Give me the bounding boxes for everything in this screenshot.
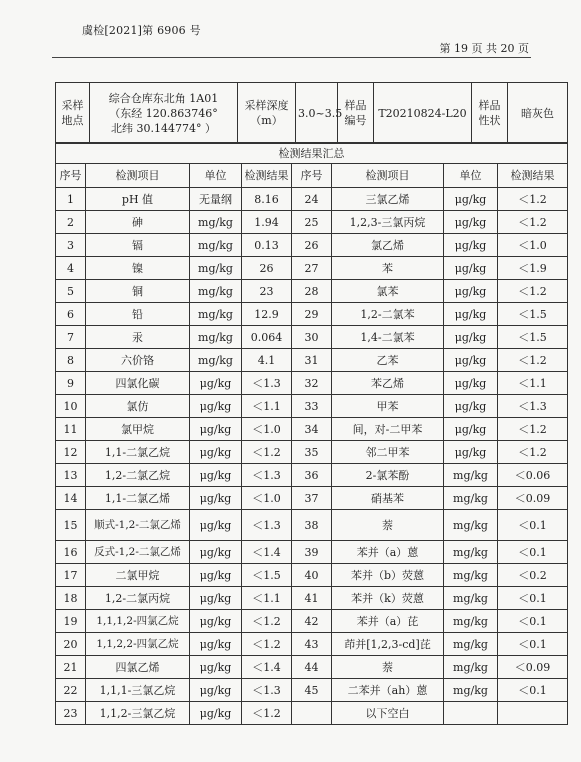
unit: mg/kg bbox=[444, 541, 498, 564]
item-name: 氯乙烯 bbox=[332, 234, 444, 257]
unit: μg/kg bbox=[190, 510, 242, 541]
result: ＜1.4 bbox=[242, 541, 292, 564]
row-index: 22 bbox=[56, 679, 86, 702]
unit: mg/kg bbox=[190, 234, 242, 257]
result: ＜1.5 bbox=[498, 326, 568, 349]
unit: mg/kg bbox=[190, 280, 242, 303]
item-name: 苯 bbox=[332, 257, 444, 280]
row-index: 14 bbox=[56, 487, 86, 510]
row-index: 33 bbox=[292, 395, 332, 418]
row-index: 10 bbox=[56, 395, 86, 418]
item-name: 二苯并（ah）蒽 bbox=[332, 679, 444, 702]
result: ＜1.2 bbox=[242, 702, 292, 725]
result: ＜1.3 bbox=[498, 395, 568, 418]
row-index: 3 bbox=[56, 234, 86, 257]
result: ＜0.09 bbox=[498, 487, 568, 510]
row-index: 28 bbox=[292, 280, 332, 303]
row-index: 18 bbox=[56, 587, 86, 610]
row-index: 9 bbox=[56, 372, 86, 395]
item-name: 镉 bbox=[86, 234, 190, 257]
sample-no-value: T20210824-L20 bbox=[374, 83, 472, 144]
row-index: 27 bbox=[292, 257, 332, 280]
table-row bbox=[56, 234, 568, 257]
location-latitude: 北纬 30.144774° ） bbox=[111, 121, 216, 135]
row-index: 13 bbox=[56, 464, 86, 487]
table-row bbox=[56, 510, 568, 541]
sample-info-row bbox=[56, 83, 568, 144]
item-name: 1,2-二氯苯 bbox=[332, 303, 444, 326]
item-name: 邻二甲苯 bbox=[332, 441, 444, 464]
unit: mg/kg bbox=[444, 487, 498, 510]
depth-value: 3.0~3.5 bbox=[296, 83, 338, 144]
item-name: 1,2-二氯乙烷 bbox=[86, 464, 190, 487]
results-table bbox=[55, 142, 568, 725]
unit: mg/kg bbox=[444, 587, 498, 610]
row-index: 36 bbox=[292, 464, 332, 487]
result: ＜1.3 bbox=[242, 679, 292, 702]
row-index: 20 bbox=[56, 633, 86, 656]
table-row bbox=[56, 303, 568, 326]
row-index: 40 bbox=[292, 564, 332, 587]
unit: μg/kg bbox=[444, 372, 498, 395]
table-row bbox=[56, 541, 568, 564]
column-header: 检测结果 bbox=[498, 164, 568, 188]
item-name: 砷 bbox=[86, 211, 190, 234]
table-row bbox=[56, 702, 568, 725]
result: ＜1.2 bbox=[498, 441, 568, 464]
result: ＜1.1 bbox=[242, 587, 292, 610]
row-index: 37 bbox=[292, 487, 332, 510]
unit bbox=[444, 702, 498, 725]
column-header-row bbox=[56, 164, 568, 188]
item-name: 氯仿 bbox=[86, 395, 190, 418]
result: ＜0.1 bbox=[498, 587, 568, 610]
column-header: 检测结果 bbox=[242, 164, 292, 188]
result: ＜1.2 bbox=[242, 633, 292, 656]
unit: μg/kg bbox=[190, 464, 242, 487]
item-name: 茚并[1,2,3-cd]芘 bbox=[332, 633, 444, 656]
item-name: 1,1-二氯乙烯 bbox=[86, 487, 190, 510]
summary-title: 检测结果汇总 bbox=[56, 143, 568, 164]
item-name: pH 值 bbox=[86, 188, 190, 211]
row-index: 21 bbox=[56, 656, 86, 679]
row-index: 42 bbox=[292, 610, 332, 633]
row-index: 25 bbox=[292, 211, 332, 234]
location-value bbox=[90, 83, 238, 144]
result: ＜1.2 bbox=[498, 418, 568, 441]
row-index: 43 bbox=[292, 633, 332, 656]
unit: μg/kg bbox=[444, 326, 498, 349]
column-header: 单位 bbox=[444, 164, 498, 188]
item-name: 1,1,2-三氯乙烷 bbox=[86, 702, 190, 725]
result: ＜0.2 bbox=[498, 564, 568, 587]
result: ＜1.5 bbox=[242, 564, 292, 587]
unit: μg/kg bbox=[444, 395, 498, 418]
unit: μg/kg bbox=[444, 418, 498, 441]
row-index: 19 bbox=[56, 610, 86, 633]
column-header: 序号 bbox=[292, 164, 332, 188]
sample-no-label: 样品编号 bbox=[338, 83, 374, 144]
column-header: 检测项目 bbox=[332, 164, 444, 188]
unit: mg/kg bbox=[190, 326, 242, 349]
row-index: 6 bbox=[56, 303, 86, 326]
table-row bbox=[56, 372, 568, 395]
property-label: 样品性状 bbox=[472, 83, 508, 144]
result: 8.16 bbox=[242, 188, 292, 211]
item-name: 萘 bbox=[332, 656, 444, 679]
row-index: 17 bbox=[56, 564, 86, 587]
table-row bbox=[56, 211, 568, 234]
table-row bbox=[56, 656, 568, 679]
row-index: 26 bbox=[292, 234, 332, 257]
unit: mg/kg bbox=[444, 564, 498, 587]
unit: μg/kg bbox=[190, 541, 242, 564]
table-row bbox=[56, 564, 568, 587]
item-name: 四氯乙烯 bbox=[86, 656, 190, 679]
row-index: 7 bbox=[56, 326, 86, 349]
row-index: 31 bbox=[292, 349, 332, 372]
unit: μg/kg bbox=[444, 257, 498, 280]
item-name: 2-氯苯酚 bbox=[332, 464, 444, 487]
item-name: 六价铬 bbox=[86, 349, 190, 372]
item-name: 1,1,2,2-四氯乙烷 bbox=[86, 633, 190, 656]
table-row bbox=[56, 257, 568, 280]
item-name: 顺式-1,2-二氯乙烯 bbox=[86, 510, 190, 541]
item-name: 乙苯 bbox=[332, 349, 444, 372]
item-name: 氯甲烷 bbox=[86, 418, 190, 441]
unit: mg/kg bbox=[190, 349, 242, 372]
row-index: 4 bbox=[56, 257, 86, 280]
row-index: 34 bbox=[292, 418, 332, 441]
item-name: 反式-1,2-二氯乙烯 bbox=[86, 541, 190, 564]
table-row bbox=[56, 679, 568, 702]
unit: mg/kg bbox=[444, 510, 498, 541]
unit: μg/kg bbox=[190, 441, 242, 464]
row-index: 16 bbox=[56, 541, 86, 564]
unit: μg/kg bbox=[190, 395, 242, 418]
result: 12.9 bbox=[242, 303, 292, 326]
item-name: 铜 bbox=[86, 280, 190, 303]
item-name: 1,2-二氯丙烷 bbox=[86, 587, 190, 610]
location-longitude: （东经 120.863746° bbox=[109, 106, 218, 120]
item-name: 1,4-二氯苯 bbox=[332, 326, 444, 349]
table-row bbox=[56, 487, 568, 510]
header-divider bbox=[52, 57, 531, 58]
result: ＜1.0 bbox=[242, 487, 292, 510]
unit: μg/kg bbox=[444, 303, 498, 326]
unit: μg/kg bbox=[190, 372, 242, 395]
column-header: 序号 bbox=[56, 164, 86, 188]
table-row bbox=[56, 464, 568, 487]
result: ＜1.0 bbox=[242, 418, 292, 441]
result: ＜0.1 bbox=[498, 541, 568, 564]
row-index: 32 bbox=[292, 372, 332, 395]
unit: mg/kg bbox=[444, 464, 498, 487]
location-name: 综合仓库东北角 1A01 bbox=[108, 91, 219, 105]
row-index: 44 bbox=[292, 656, 332, 679]
unit: μg/kg bbox=[190, 610, 242, 633]
result bbox=[498, 702, 568, 725]
result: ＜1.1 bbox=[498, 372, 568, 395]
item-name: 四氯化碳 bbox=[86, 372, 190, 395]
unit: mg/kg bbox=[190, 211, 242, 234]
result: ＜0.09 bbox=[498, 656, 568, 679]
sample-info-table bbox=[55, 82, 568, 144]
result: ＜1.2 bbox=[498, 188, 568, 211]
result: 0.13 bbox=[242, 234, 292, 257]
unit: μg/kg bbox=[190, 564, 242, 587]
table-row bbox=[56, 418, 568, 441]
row-index bbox=[292, 702, 332, 725]
result: ＜1.4 bbox=[242, 656, 292, 679]
result: ＜1.2 bbox=[498, 280, 568, 303]
row-index: 2 bbox=[56, 211, 86, 234]
item-name: 1,2,3-三氯丙烷 bbox=[332, 211, 444, 234]
item-name: 1,1-二氯乙烷 bbox=[86, 441, 190, 464]
row-index: 38 bbox=[292, 510, 332, 541]
table-row bbox=[56, 349, 568, 372]
unit: μg/kg bbox=[444, 441, 498, 464]
row-index: 5 bbox=[56, 280, 86, 303]
unit: mg/kg bbox=[444, 679, 498, 702]
item-name: 甲苯 bbox=[332, 395, 444, 418]
result: 23 bbox=[242, 280, 292, 303]
row-index: 41 bbox=[292, 587, 332, 610]
row-index: 35 bbox=[292, 441, 332, 464]
row-index: 39 bbox=[292, 541, 332, 564]
table-row bbox=[56, 633, 568, 656]
row-index: 30 bbox=[292, 326, 332, 349]
results-body bbox=[56, 143, 568, 725]
table-row bbox=[56, 610, 568, 633]
depth-label: 采样深度（m） bbox=[238, 83, 296, 144]
item-name: 汞 bbox=[86, 326, 190, 349]
unit: μg/kg bbox=[444, 280, 498, 303]
row-index: 24 bbox=[292, 188, 332, 211]
item-name: 三氯乙烯 bbox=[332, 188, 444, 211]
result: ＜0.1 bbox=[498, 679, 568, 702]
location-label: 采样地点 bbox=[56, 83, 90, 144]
result: ＜1.5 bbox=[498, 303, 568, 326]
result: ＜1.3 bbox=[242, 372, 292, 395]
table-row bbox=[56, 395, 568, 418]
unit: μg/kg bbox=[190, 487, 242, 510]
row-index: 45 bbox=[292, 679, 332, 702]
result: 26 bbox=[242, 257, 292, 280]
item-name: 二氯甲烷 bbox=[86, 564, 190, 587]
result: ＜0.1 bbox=[498, 633, 568, 656]
unit: mg/kg bbox=[444, 610, 498, 633]
summary-title-row bbox=[56, 143, 568, 164]
item-name: 萘 bbox=[332, 510, 444, 541]
unit: mg/kg bbox=[190, 303, 242, 326]
unit: μg/kg bbox=[444, 211, 498, 234]
unit: μg/kg bbox=[190, 679, 242, 702]
result: 0.064 bbox=[242, 326, 292, 349]
row-index: 8 bbox=[56, 349, 86, 372]
table-row bbox=[56, 188, 568, 211]
result: ＜1.2 bbox=[498, 211, 568, 234]
result: ＜1.9 bbox=[498, 257, 568, 280]
result: ＜1.3 bbox=[242, 510, 292, 541]
unit: μg/kg bbox=[190, 587, 242, 610]
item-name: 苯乙烯 bbox=[332, 372, 444, 395]
unit: μg/kg bbox=[190, 702, 242, 725]
row-index: 23 bbox=[56, 702, 86, 725]
item-name: 间，对-二甲苯 bbox=[332, 418, 444, 441]
table-row bbox=[56, 587, 568, 610]
column-header: 单位 bbox=[190, 164, 242, 188]
result: ＜1.0 bbox=[498, 234, 568, 257]
table-row bbox=[56, 441, 568, 464]
item-name: 1,1,1,2-四氯乙烷 bbox=[86, 610, 190, 633]
result: ＜0.06 bbox=[498, 464, 568, 487]
page-header bbox=[0, 0, 581, 60]
table-row bbox=[56, 280, 568, 303]
item-name: 苯并（a）芘 bbox=[332, 610, 444, 633]
report-number: 虞检[2021]第 6906 号 bbox=[82, 24, 201, 37]
unit: 无量纲 bbox=[190, 188, 242, 211]
unit: mg/kg bbox=[190, 257, 242, 280]
table-row bbox=[56, 326, 568, 349]
unit: μg/kg bbox=[190, 418, 242, 441]
result: ＜1.1 bbox=[242, 395, 292, 418]
item-name: 苯并（a）蒽 bbox=[332, 541, 444, 564]
item-name: 1,1,1-三氯乙烷 bbox=[86, 679, 190, 702]
result: ＜1.3 bbox=[242, 464, 292, 487]
result: ＜1.2 bbox=[242, 610, 292, 633]
unit: μg/kg bbox=[444, 349, 498, 372]
result: 1.94 bbox=[242, 211, 292, 234]
unit: μg/kg bbox=[444, 188, 498, 211]
unit: μg/kg bbox=[190, 633, 242, 656]
item-name: 以下空白 bbox=[332, 702, 444, 725]
row-index: 12 bbox=[56, 441, 86, 464]
row-index: 15 bbox=[56, 510, 86, 541]
column-header: 检测项目 bbox=[86, 164, 190, 188]
item-name: 苯并（b）荧蒽 bbox=[332, 564, 444, 587]
row-index: 29 bbox=[292, 303, 332, 326]
unit: μg/kg bbox=[190, 656, 242, 679]
unit: mg/kg bbox=[444, 656, 498, 679]
property-value: 暗灰色 bbox=[508, 83, 568, 144]
unit: μg/kg bbox=[444, 234, 498, 257]
item-name: 镍 bbox=[86, 257, 190, 280]
row-index: 1 bbox=[56, 188, 86, 211]
result: ＜0.1 bbox=[498, 610, 568, 633]
row-index: 11 bbox=[56, 418, 86, 441]
item-name: 硝基苯 bbox=[332, 487, 444, 510]
result: ＜1.2 bbox=[242, 441, 292, 464]
item-name: 氯苯 bbox=[332, 280, 444, 303]
result: ＜1.2 bbox=[498, 349, 568, 372]
item-name: 铅 bbox=[86, 303, 190, 326]
page-number: 第 19 页 共 20 页 bbox=[439, 42, 529, 55]
result: 4.1 bbox=[242, 349, 292, 372]
result: ＜0.1 bbox=[498, 510, 568, 541]
unit: mg/kg bbox=[444, 633, 498, 656]
item-name: 苯并（k）荧蒽 bbox=[332, 587, 444, 610]
